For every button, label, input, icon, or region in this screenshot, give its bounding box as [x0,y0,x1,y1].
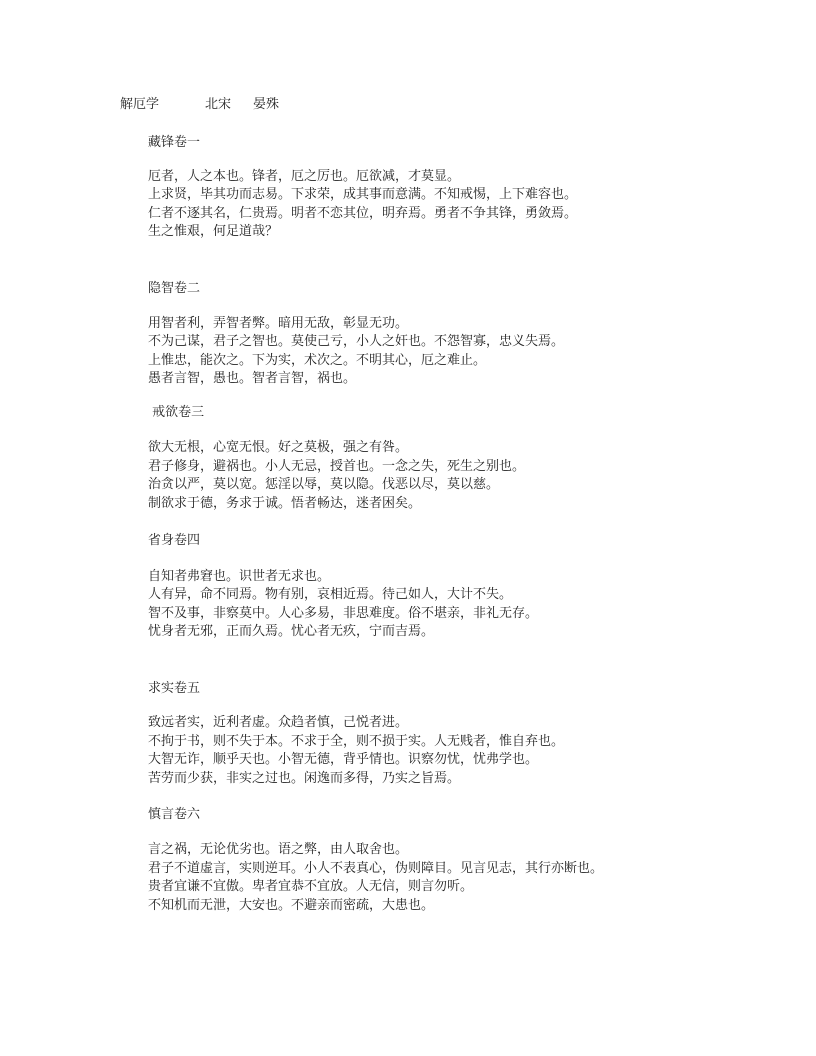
section-line: 贵者宜谦不宜傲。卑者宜恭不宜放。人无信，则言勿听。 [148,879,474,894]
section-line: 仁者不逐其名，仁贵焉。明者不恋其位，明弃焉。勇者不争其锋，勇敛焉。 [148,206,578,221]
section-line: 忧身者无邪，正而久焉。忧心者无疚，宁而吉焉。 [148,624,435,639]
section-line: 致远者实，近利者虚。众趋者慎，己悦者进。 [148,715,409,730]
section-heading: 藏锋卷一 [148,135,201,150]
document-dynasty: 北宋 [205,97,232,112]
section-line: 自知者弗窘也。识世者无求也。 [148,569,331,584]
section-line: 不知机而无泄，大安也。不避亲而密疏，大患也。 [148,898,435,913]
section-line: 上求贤，毕其功而志易。下求荣，成其事而意满。不知戒惕，上下难容也。 [148,187,578,202]
section-heading: 省身卷四 [148,533,201,548]
section-heading: 求实卷五 [148,681,201,696]
section-line: 言之祸，无论优劣也。语之弊，由人取舍也。 [148,842,409,857]
section-heading: 戒欲卷三 [148,405,205,420]
section-line: 生之惟艰，何足道哉？ [148,224,279,239]
section-line: 厄者，人之本也。锋者，厄之厉也。厄欲减，才莫显。 [148,169,461,184]
section-line: 苦劳而少获，非实之过也。闲逸而多得，乃实之旨焉。 [148,771,461,786]
section-line: 上惟忠，能次之。下为实，术次之。不明其心，厄之难止。 [148,353,487,368]
section-line: 愚者言智，愚也。智者言智，祸也。 [148,371,357,386]
document-author: 晏殊 [253,97,280,112]
section-line: 制欲求于德，务求于诚。悟者畅达，迷者困矣。 [148,496,422,511]
section-line: 大智无诈，顺乎天也。小智无德，背乎情也。识察勿忧，忧弗学也。 [148,752,539,767]
section-line: 欲大无根，心宽无恨。好之莫极，强之有咎。 [148,440,409,455]
document-title: 解厄学 [120,97,160,112]
section-line: 治贪以严，莫以宽。惩淫以辱，莫以隐。伐恶以尽，莫以慈。 [148,477,500,492]
section-line: 君子修身，避祸也。小人无忌，授首也。一念之失，死生之别也。 [148,459,526,474]
section-line: 人有异，命不同焉。物有别，哀相近焉。待己如人，大计不失。 [148,587,513,602]
section-line: 君子不道虚言，实则逆耳。小人不表真心，伪则障目。见言见志，其行亦断也。 [148,861,604,876]
section-line: 不为己谋，君子之智也。莫使己亏，小人之奸也。不怨智寡，忠义失焉。 [148,334,565,349]
section-line: 智不及事，非察莫中。人心多易，非思难度。俗不堪亲，非礼无存。 [148,606,539,621]
section-heading: 隐智卷二 [148,281,201,296]
section-line: 不拘于书，则不失于本。不求于全，则不损于实。人无贱者，惟自弃也。 [148,734,565,749]
section-heading: 慎言卷六 [148,807,201,822]
section-line: 用智者利，弄智者弊。暗用无敌，彰显无功。 [148,316,409,331]
